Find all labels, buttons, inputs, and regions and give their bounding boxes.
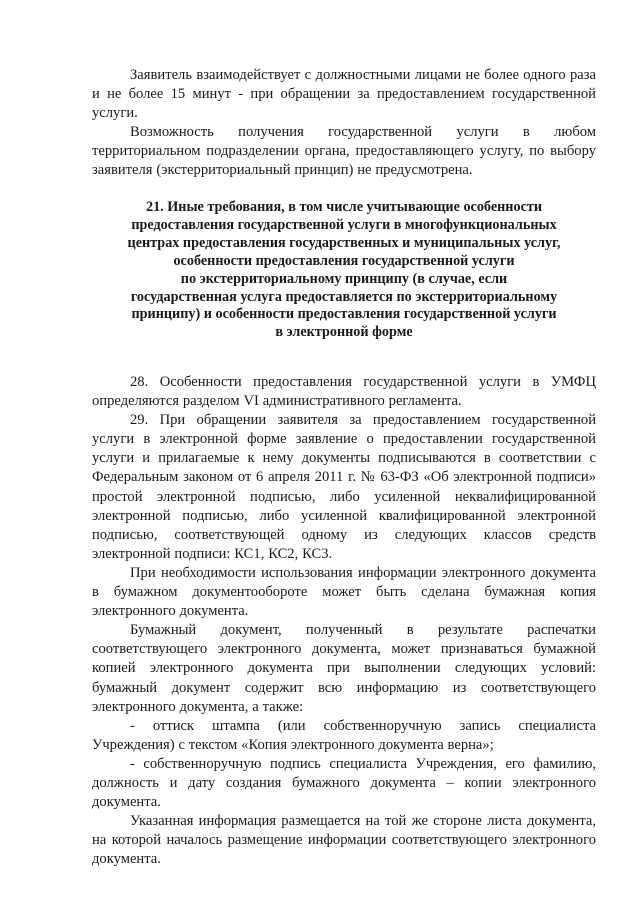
paragraph-paper-document: Бумажный документ, полученный в результате распечатки соответствующего электронного документа, может признаваться бумажной копией электронного документа при выполнении следующих условий: бумажный документ содержит всю информацию из соответствующего электронного документа, а также: bbox=[92, 622, 596, 715]
paragraph-interaction-limit: Заявитель взаимодействует с должностными лицами не более одного раза и не более 15 минут - при обращении за предоставлением государственной услуги. bbox=[92, 67, 596, 122]
heading-line: государственная услуга предоставляется по экстерриториальному bbox=[130, 288, 558, 305]
paragraph-28: 28. Особенности предоставления государственной услуги в УМФЦ определяются разделом VI административного регламента. bbox=[92, 374, 596, 410]
heading-line: центрах предоставления государственных и муниципальных услуг, bbox=[127, 234, 561, 251]
paragraph-placement: Указанная информация размещается на той же стороне листа документа, на которой началось размещение информации соответствующего электронного документа. bbox=[92, 813, 596, 868]
paragraph-extraterritorial: Возможность получения государственной услуги в любом территориальном подразделении органа, предоставляющего услугу, по выбору заявителя (экстерриториальный принцип) не предусмотрена. bbox=[92, 124, 596, 179]
heading-line: 21. Иные требования, в том числе учитывающие особенности bbox=[145, 199, 543, 215]
body-text bbox=[92, 373, 596, 869]
heading-line: в электронной форме bbox=[275, 324, 413, 341]
list-item-stamp: - оттиск штампа (или собственноручную запись специалиста Учреждения) с текстом «Копия электронного документа верна»; bbox=[92, 717, 596, 753]
heading-line: принципу) и особенности предоставления государственной услуги bbox=[131, 306, 557, 323]
paragraph-29: 29. При обращении заявителя за предоставлением государственной услуги в электронной форме заявление о предоставлении государственной услуги и прилагаемые к нему документы подписываются в соответствии с Федеральным законом от 6 апреля 2011 г. № 63-ФЗ «Об электронной подписи» простой электронной подписью, либо усиленной неквалифицированной электронной подписью, либо усиленной квалифицированной электронной подписью, соответствующей одному из следующих классов средств электронной подписи: КС1, КС2, КС3. bbox=[92, 412, 596, 562]
paragraph-paper-copy: При необходимости использования информации электронного документа в бумажном документообороте может быть сделана бумажная копия электронного документа. bbox=[92, 564, 596, 620]
intro-text bbox=[92, 66, 596, 181]
section-21-heading bbox=[92, 199, 596, 342]
heading-line: по экстерриториальному принципу (в случае, если bbox=[180, 270, 508, 287]
heading-line: предоставления государственной услуги в многофункциональных bbox=[131, 216, 557, 233]
heading-line: особенности предоставления государственной услуги bbox=[173, 252, 515, 269]
list-item-signature: - собственноручную подпись специалиста Учреждения, его фамилию, должность и дату создания бумажного документа – копии электронного документа. bbox=[92, 755, 596, 811]
